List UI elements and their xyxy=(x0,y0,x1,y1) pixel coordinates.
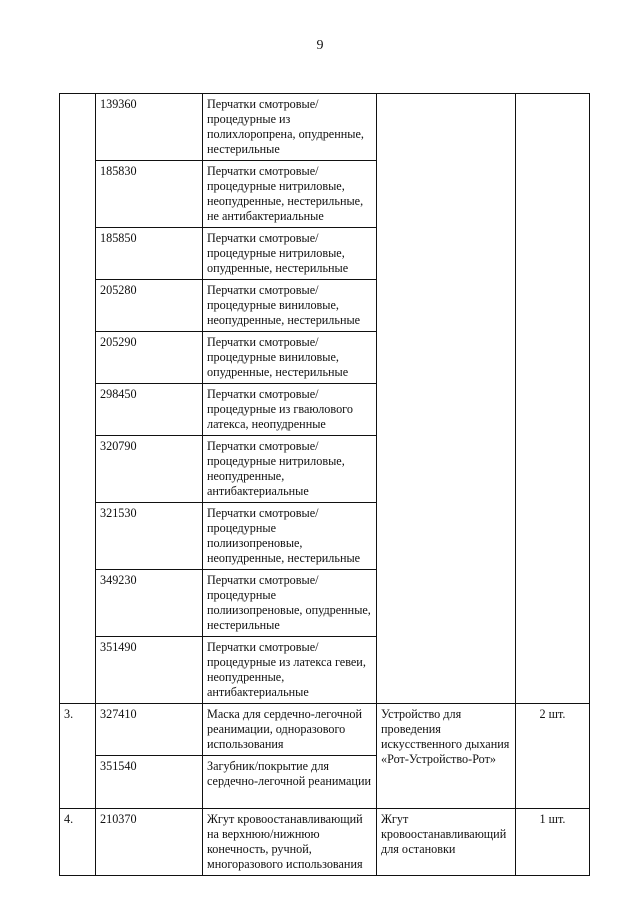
code-cell: 327410 xyxy=(96,704,203,756)
code-cell: 351540 xyxy=(96,756,203,809)
name-cell: Перчатки смотровые/ процедурные полиизопреновые, неопудренные, нестерильные xyxy=(203,503,377,570)
name-cell: Маска для сердечно-легочной реанимации, одноразового использования xyxy=(203,704,377,756)
quantity-cell: 2 шт. xyxy=(516,704,590,809)
name-cell: Перчатки смотровые/ процедурные виниловые, неопудренные, нестерильные xyxy=(203,280,377,332)
code-cell: 205290 xyxy=(96,332,203,384)
name-cell: Загубник/покрытие для сердечно-легочной реанимации xyxy=(203,756,377,809)
name-cell: Перчатки смотровые/ процедурные из гваюлового латекса, неопудренные xyxy=(203,384,377,436)
quantity-cell xyxy=(516,94,590,704)
name-cell: Перчатки смотровые/ процедурные нитриловые, опудренные, нестерильные xyxy=(203,228,377,280)
equipment-table xyxy=(59,93,590,876)
group-number-cell: 4. xyxy=(60,809,96,876)
group-number-cell: 3. xyxy=(60,704,96,809)
name-cell: Перчатки смотровые/ процедурные виниловые, опудренные, нестерильные xyxy=(203,332,377,384)
item-cell xyxy=(377,94,516,704)
quantity-cell: 1 шт. xyxy=(516,809,590,876)
code-cell: 320790 xyxy=(96,436,203,503)
code-cell: 349230 xyxy=(96,570,203,637)
code-cell: 321530 xyxy=(96,503,203,570)
page-number: 9 xyxy=(316,38,324,53)
code-cell: 205280 xyxy=(96,280,203,332)
name-cell: Перчатки смотровые/ процедурные нитриловые, неопудренные, нестерильные, не антибактериальные xyxy=(203,161,377,228)
name-cell: Жгут кровоостанавливающий на верхнюю/нижнюю конечность, ручной, многоразового использования xyxy=(203,809,377,876)
table-row xyxy=(60,704,590,756)
table-row xyxy=(60,809,590,876)
name-cell: Перчатки смотровые/ процедурные полиизопреновые, опудренные, нестерильные xyxy=(203,570,377,637)
code-cell: 185850 xyxy=(96,228,203,280)
group-number-cell xyxy=(60,94,96,704)
code-cell: 139360 xyxy=(96,94,203,161)
item-cell: Устройство для проведения искусственного дыхания «Рот-Устройство-Рот» xyxy=(377,704,516,809)
name-cell: Перчатки смотровые/ процедурные из полихлоропрена, опудренные, нестерильные xyxy=(203,94,377,161)
table-row xyxy=(60,94,590,161)
code-cell: 185830 xyxy=(96,161,203,228)
code-cell: 298450 xyxy=(96,384,203,436)
name-cell: Перчатки смотровые/ процедурные нитриловые, неопудренные, антибактериальные xyxy=(203,436,377,503)
item-cell: Жгут кровоостанавливающий для остановки xyxy=(377,809,516,876)
name-cell: Перчатки смотровые/ процедурные из латекса гевеи, неопудренные, антибактериальные xyxy=(203,637,377,704)
code-cell: 351490 xyxy=(96,637,203,704)
code-cell: 210370 xyxy=(96,809,203,876)
